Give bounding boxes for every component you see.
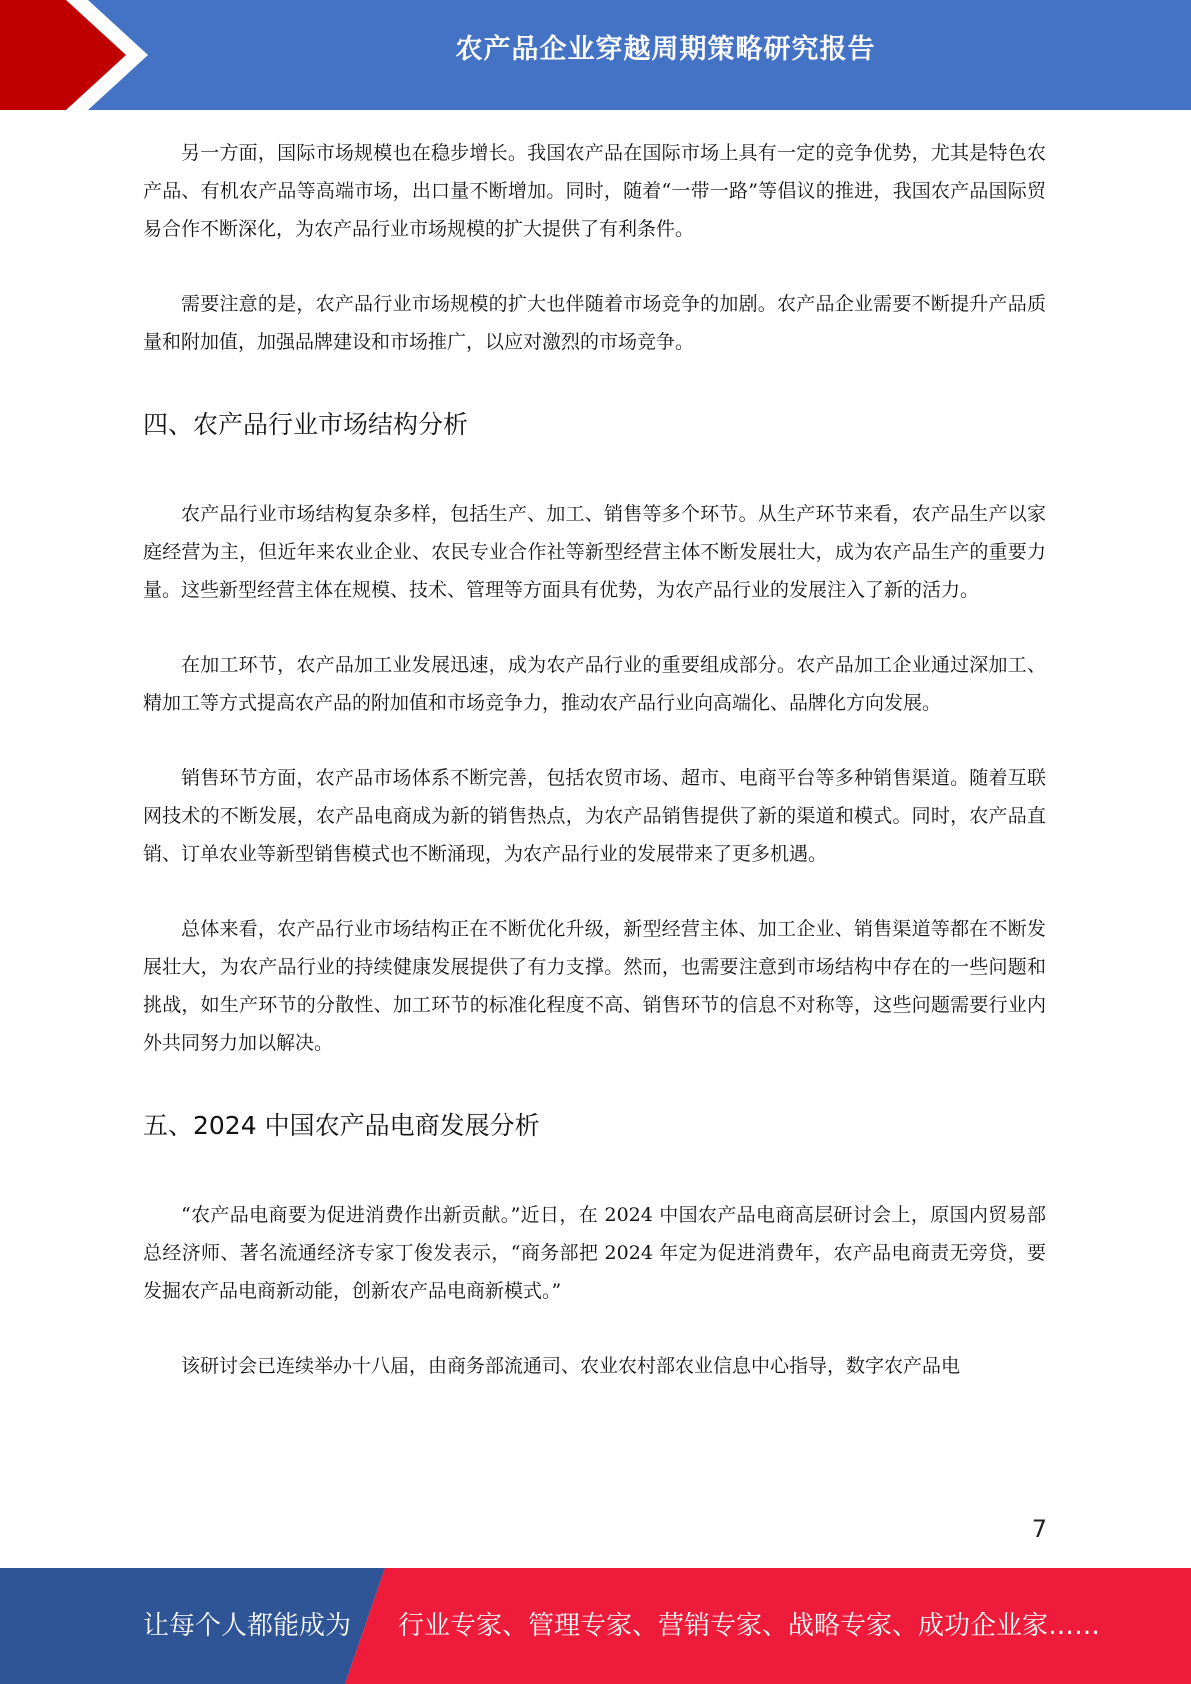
- header-arrow-decoration: [0, 0, 160, 110]
- paragraph: 农产品行业市场结构复杂多样，包括生产、加工、销售等多个环节。从生产环节来看，农产品生产以家庭经营为主，但近年来农业企业、农民专业合作社等新型经营主体不断发展壮大，成为农产品生产的重要力量。这些新型经营主体在规模、技术、管理等方面具有优势，为农产品行业的发展注入了新的活力。: [143, 503, 1046, 601]
- paragraph: 另一方面，国际市场规模也在稳步增长。我国农产品在国际市场上具有一定的竞争优势，尤其是特色农产品、有机农产品等高端市场，出口量不断增加。同时，随着“一带一路”等倡议的推进，我国农产品国际贸易合作不断深化，为农产品行业市场规模的扩大提供了有利条件。: [143, 142, 1046, 240]
- section-heading-4: 四、农产品行业市场结构分析: [143, 410, 469, 439]
- report-title: 农产品企业穿越周期策略研究报告: [455, 34, 876, 65]
- paragraph: 需要注意的是，农产品行业市场规模的扩大也伴随着市场竞争的加剧。农产品企业需要不断提升产品质量和附加值，加强品牌建设和市场推广，以应对激烈的市场竞争。: [143, 293, 1046, 353]
- paragraph: 总体来看，农产品行业市场结构正在不断优化升级，新型经营主体、加工企业、销售渠道等都在不断发展壮大，为农产品行业的持续健康发展提供了有力支撑。然而，也需要注意到市场结构中存在的一些问题和挑战，如生产环节的分散性、加工环节的标准化程度不高、销售环节的信息不对称等，这些问题需要行业内外共同努力加以解决。: [143, 918, 1046, 1054]
- page-header: [0, 0, 1191, 110]
- paragraph: “农产品电商要为促进消费作出新贡献。”近日，在 2024 中国农产品电商高层研讨会上，原国内贸易部总经济师、著名流通经济专家丁俊发表示，“商务部把 2024 年定为促进消费年，农产品电商责无旁贷，要发掘农产品电商新动能，创新农产品电商新模式。”: [143, 1204, 1046, 1302]
- paragraph: 在加工环节，农产品加工业发展迅速，成为农产品行业的重要组成部分。农产品加工企业通过深加工、精加工等方式提高农产品的附加值和市场竞争力，推动农产品行业向高端化、品牌化方向发展。: [143, 654, 1046, 714]
- paragraph: 销售环节方面，农产品市场体系不断完善，包括农贸市场、超市、电商平台等多种销售渠道。随着互联网技术的不断发展，农产品电商成为新的销售热点，为农产品销售提供了新的渠道和模式。同时，农产品直销、订单农业等新型销售模式也不断涌现，为农产品行业的发展带来了更多机遇。: [143, 767, 1046, 865]
- footer-slogan-left: 让每个人都能成为: [143, 1611, 352, 1641]
- footer-slogan-right: 行业专家、管理专家、营销专家、战略专家、成功企业家……: [398, 1611, 1101, 1641]
- page-number: 7: [1031, 1515, 1047, 1543]
- section-heading-5: 五、2024 中国农产品电商发展分析: [143, 1111, 540, 1140]
- paragraph: 该研讨会已连续举办十八届，由商务部流通司、农业农村部农业信息中心指导，数字农产品电: [181, 1355, 961, 1377]
- page-content: [143, 134, 1046, 1422]
